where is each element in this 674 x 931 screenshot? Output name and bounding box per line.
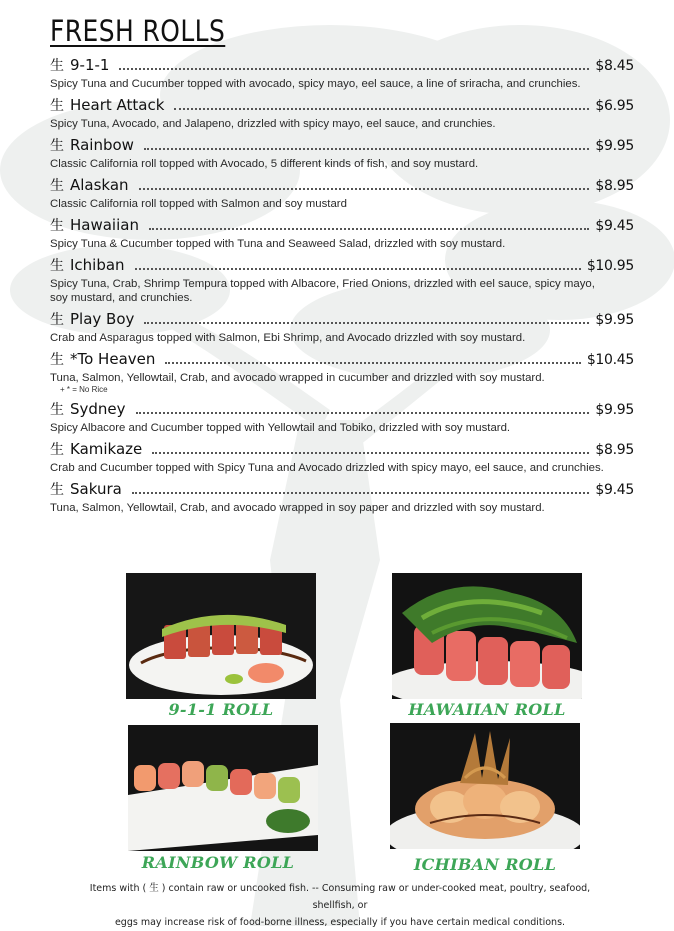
raw-fish-marker: 生 xyxy=(50,178,64,194)
item-price: $10.45 xyxy=(586,352,634,368)
menu-item xyxy=(50,175,634,211)
dot-leader xyxy=(165,361,580,364)
item-name: Kamikaze xyxy=(70,440,143,458)
menu-item xyxy=(50,479,634,515)
menu-item xyxy=(50,439,634,475)
dot-leader xyxy=(136,411,590,414)
item-name: Play Boy xyxy=(70,310,135,328)
item-name: Heart Attack xyxy=(70,96,165,114)
disclaimer-line-2: eggs may increase risk of food-borne illness, especially if you have certain medical conditions. xyxy=(114,917,566,928)
dot-leader xyxy=(152,451,589,454)
item-description: Spicy Tuna, Avocado, and Jalapeno, drizzled with spicy mayo, eel sauce, and crunchies. xyxy=(50,118,496,130)
item-description: Tuna, Salmon, Yellowtail, Crab, and avocado wrapped in cucumber and drizzled with soy mustard. xyxy=(50,372,545,384)
item-description: Spicy Tuna and Cucumber topped with avocado, spicy mayo, eel sauce, a line of sriracha, and crunchies. xyxy=(50,78,581,90)
dot-leader xyxy=(174,107,589,110)
item-description: Spicy Albacore and Cucumber topped with Yellowtail and Tobiko, drizzled with soy mustard. xyxy=(50,422,511,434)
item-price: $8.45 xyxy=(595,58,634,74)
dot-leader xyxy=(135,267,581,270)
item-description: Crab and Cucumber topped with Spicy Tuna and Avocado drizzled with spicy mayo, eel sauce, and crunchies. xyxy=(50,462,604,474)
dot-leader xyxy=(144,147,589,150)
dot-leader xyxy=(139,187,590,190)
menu-item xyxy=(50,349,634,395)
raw-fish-disclaimer xyxy=(69,880,611,931)
item-price: $9.95 xyxy=(595,402,634,418)
photo-hawaiian-roll xyxy=(392,573,582,699)
raw-fish-marker: 生 xyxy=(50,482,64,498)
item-price: $9.95 xyxy=(595,312,634,328)
item-name: Alaskan xyxy=(70,176,129,194)
menu-item xyxy=(50,255,634,305)
raw-fish-marker: 生 xyxy=(50,218,64,234)
menu-item xyxy=(50,55,634,91)
raw-fish-marker: 生 xyxy=(50,352,64,368)
dot-leader xyxy=(149,227,589,230)
photo-rainbow-roll xyxy=(128,725,318,851)
raw-fish-marker: 生 xyxy=(50,138,64,154)
caption-hawaiian-roll: HAWAIIAN ROLL xyxy=(408,700,566,719)
item-name: Sakura xyxy=(70,480,122,498)
caption-rainbow-roll: RAINBOW ROLL xyxy=(141,853,295,872)
item-description: Spicy Tuna & Cucumber topped with Tuna and Seaweed Salad, drizzled with soy mustard. xyxy=(50,238,506,250)
item-description: Spicy Tuna, Crab, Shrimp Tempura topped with Albacore, Fried Onions, drizzled with eel sauce, spicy mayo, soy mustard, and crunchies. xyxy=(50,278,595,304)
menu-item xyxy=(50,215,634,251)
raw-fish-marker: 生 xyxy=(50,402,64,418)
raw-fish-marker: 生 xyxy=(50,258,64,274)
menu-item xyxy=(50,135,634,171)
item-price: $6.95 xyxy=(595,98,634,114)
dot-leader xyxy=(119,67,589,70)
menu-item xyxy=(50,309,634,345)
item-price: $8.95 xyxy=(595,178,634,194)
menu-list xyxy=(50,55,634,519)
item-price: $9.45 xyxy=(595,482,634,498)
item-name: Rainbow xyxy=(70,136,134,154)
menu-item xyxy=(50,399,634,435)
photo-911-roll xyxy=(126,573,316,699)
no-rice-note: + * = No Rice xyxy=(60,385,108,394)
dot-leader xyxy=(144,321,589,324)
item-price: $10.95 xyxy=(586,258,634,274)
raw-fish-marker: 生 xyxy=(50,312,64,328)
item-name: Hawaiian xyxy=(70,216,139,234)
item-price: $8.95 xyxy=(595,442,634,458)
photo-ichiban-roll xyxy=(390,723,580,849)
item-name: *To Heaven xyxy=(70,350,156,368)
caption-ichiban-roll: ICHIBAN ROLL xyxy=(413,855,557,874)
item-name: 9-1-1 xyxy=(70,56,110,74)
item-description: Classic California roll topped with Salmon and soy mustard xyxy=(50,198,347,210)
raw-fish-marker: 生 xyxy=(50,442,64,458)
raw-fish-marker: 生 xyxy=(50,98,64,114)
menu-item xyxy=(50,95,634,131)
page-title: FRESH ROLLS xyxy=(50,14,226,48)
item-name: Ichiban xyxy=(70,256,125,274)
item-description: Tuna, Salmon, Yellowtail, Crab, and avocado wrapped in soy paper and drizzled with soy mustard. xyxy=(50,502,545,514)
disclaimer-line-1: Items with ( 生 ) contain raw or uncooked fish. -- Consuming raw or under-cooked meat, poultry, seafood, shellfish, or xyxy=(89,883,591,911)
item-price: $9.45 xyxy=(595,218,634,234)
item-description: Crab and Asparagus topped with Salmon, Ebi Shrimp, and Avocado drizzled with soy mustard. xyxy=(50,332,526,344)
item-description: Classic California roll topped with Avocado, 5 different kinds of fish, and soy mustard. xyxy=(50,158,479,170)
raw-fish-marker: 生 xyxy=(50,58,64,74)
caption-911-roll: 9-1-1 ROLL xyxy=(168,700,274,719)
dot-leader xyxy=(132,491,590,494)
item-price: $9.95 xyxy=(595,138,634,154)
item-name: Sydney xyxy=(70,400,126,418)
